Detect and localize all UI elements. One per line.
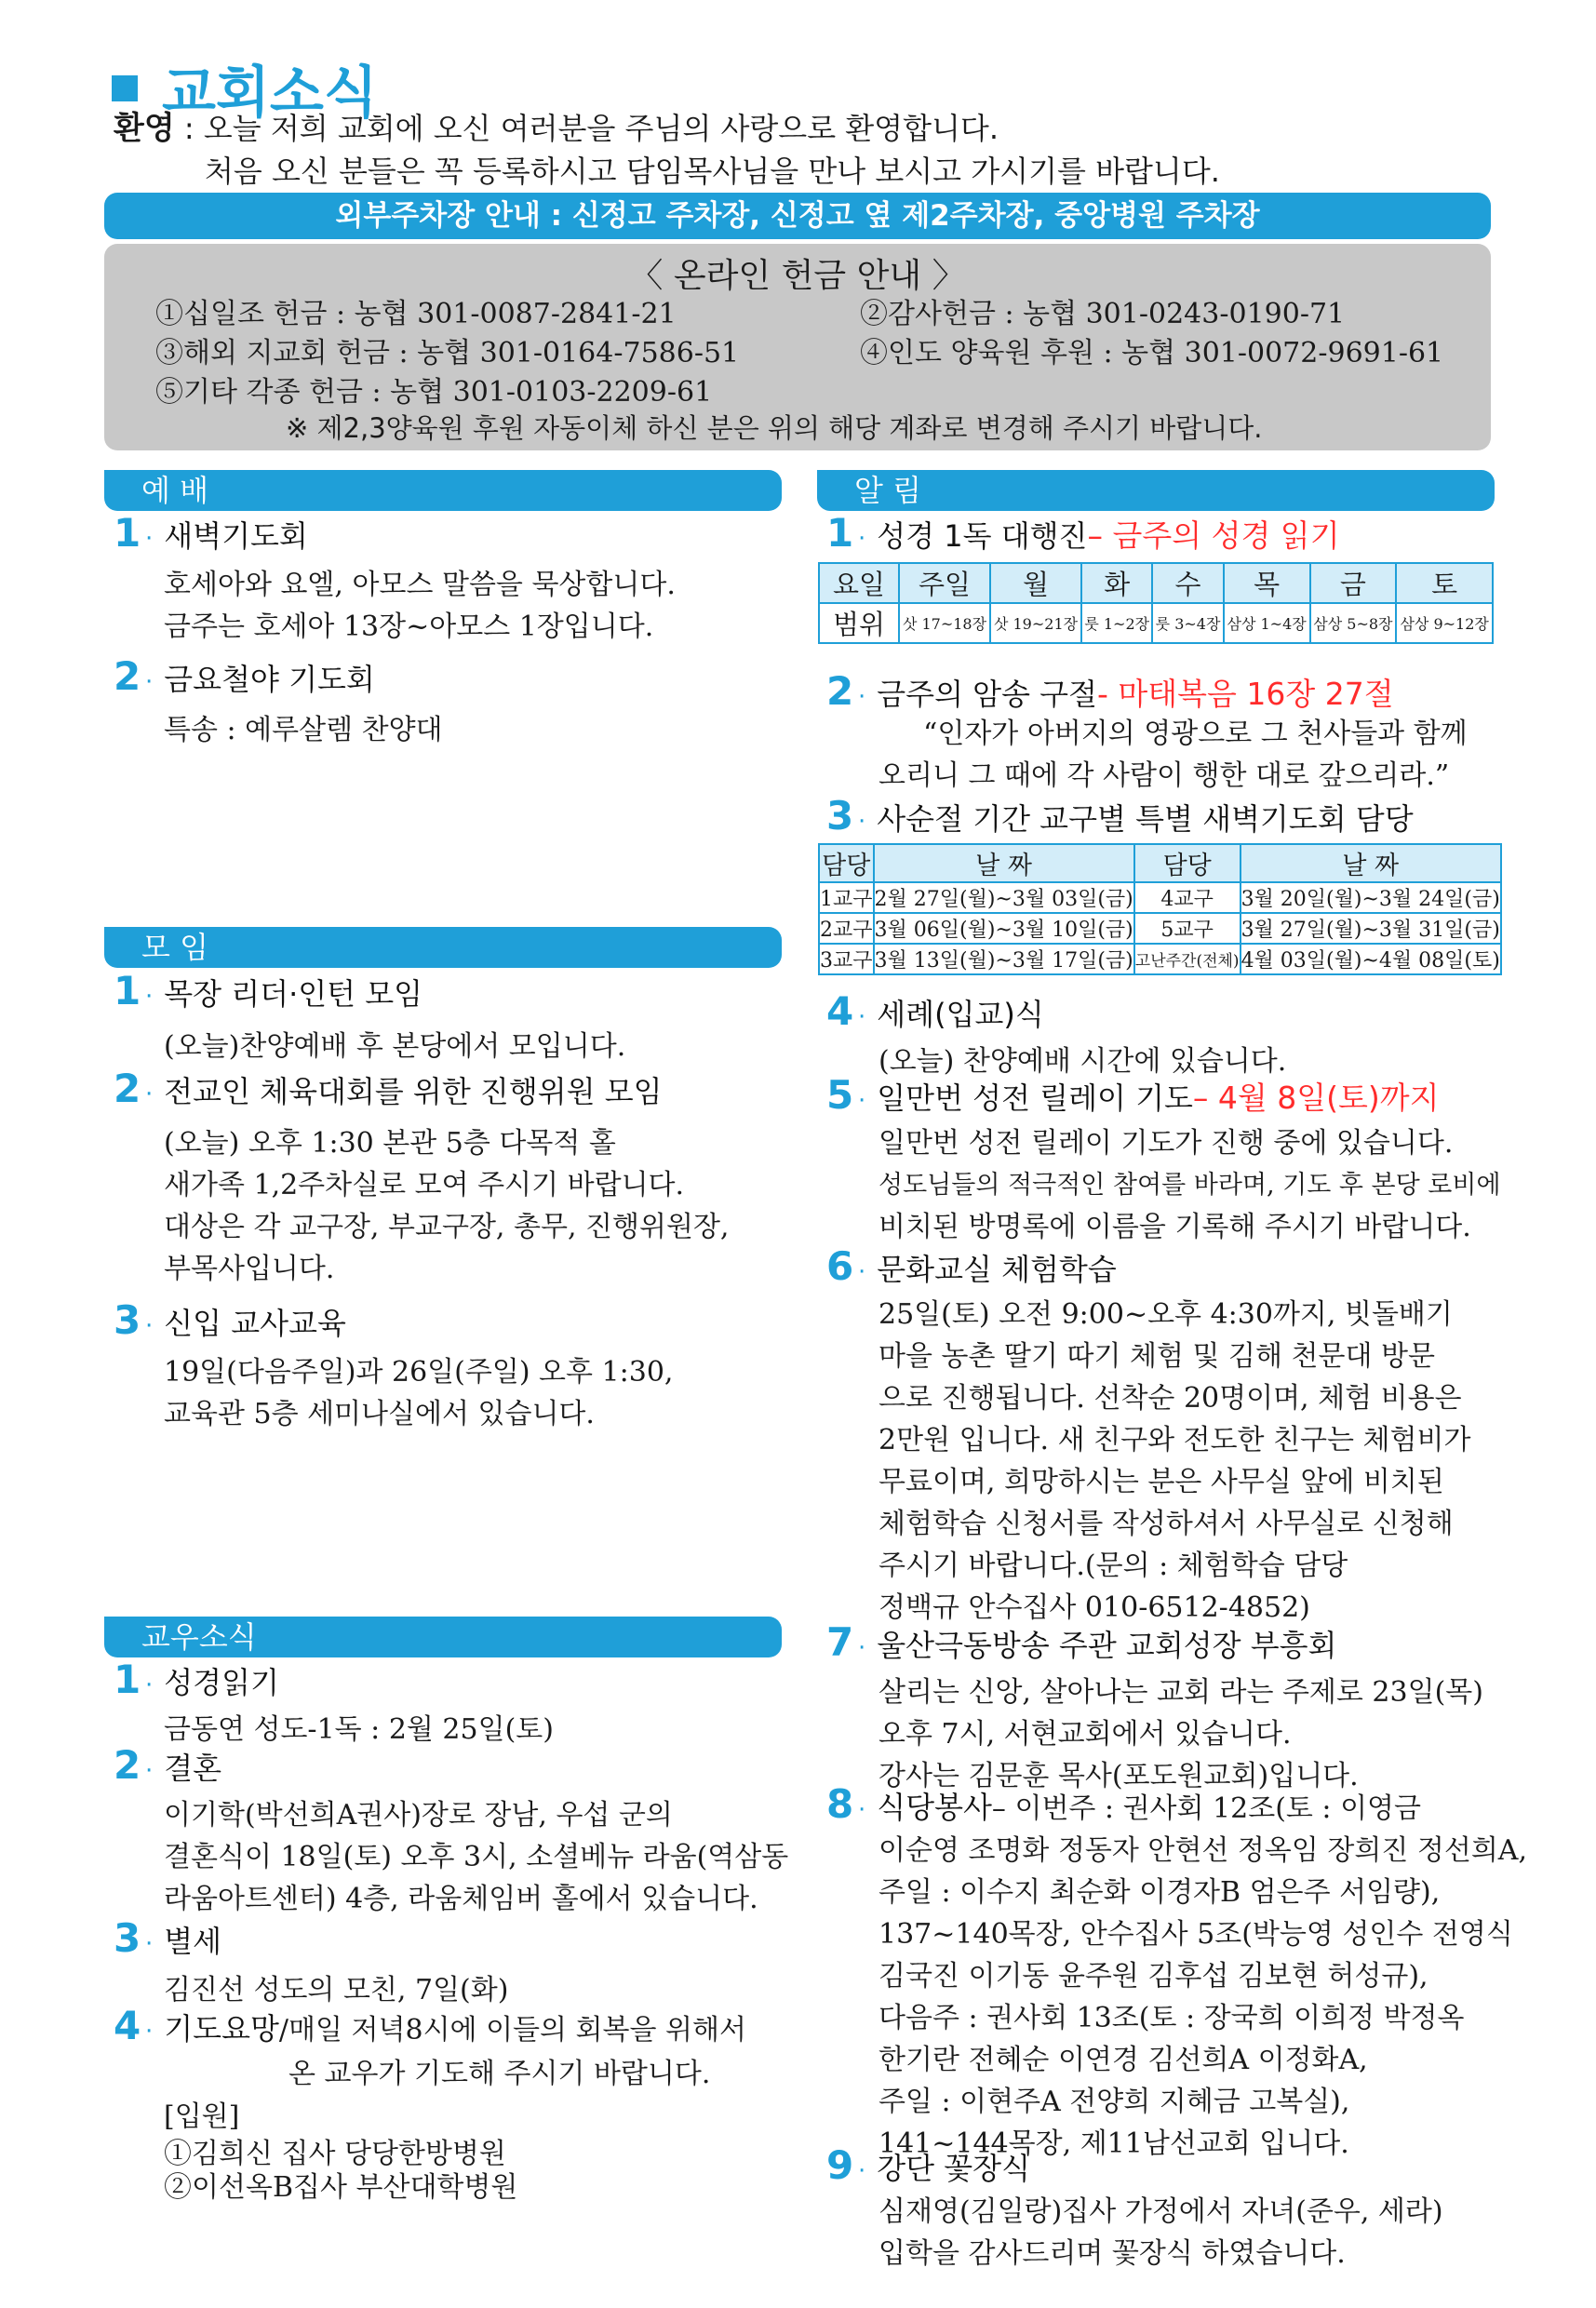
online-offering-note: ※ 제2,3양육원 후원 자동이체 하신 분은 위의 해당 계좌로 변경해 주시기 바랍니다. bbox=[286, 412, 1263, 444]
table-row: 범위 삿 17~18장 삿 19~21장 룻 1~2장 룻 3~4장 삼상 1~4장 삼상 5~8장 삼상 9~12장 bbox=[819, 603, 1493, 643]
item-body: (오늘) 오후 1:30 본관 5층 다목적 홀 새가족 1,2주차실로 모여 주시기 바랍니다. 대상은 각 교구장, 부교구장, 총무, 진행위원장, 부목사입니다. bbox=[164, 1127, 730, 1285]
page-title: 교회소식 bbox=[112, 48, 378, 128]
item-body: 이기학(박선희A권사)장로 장남, 우섭 군의 결혼식이 18일(토) 오후 3시, 소셜베뉴 라움(역삼동 라움아트센터) 4층, 라움체임버 홀에서 있습니다. bbox=[164, 1799, 789, 1915]
item-body: 호세아와 요엘, 아모스 말씀을 묵상합니다. 금주는 호세아 13장~아모스 1장입니다. bbox=[164, 569, 676, 643]
dot-icon: · bbox=[858, 808, 866, 836]
item-body: 25일(토) 오전 9:00~오후 4:30까지, 빗돌배기 마을 농촌 딸기 따기 체험 및 김해 천문대 방문 으로 진행됩니다. 선착순 20명이며, 체험 비용은 2만원 입니다. 새 친구와 전도한 친구는 체험비가 무료이며, 희망하시는 분은 사무실 앞에 비치된 체험학습 신청서를 작성하셔서 사무실로 신청해 주시기 바랍니다.(문의 : 체험학습 담당 정백규 안수집사 010-6512-4852) bbox=[878, 1298, 1471, 1624]
welcome-message: 환영 : 오늘 저희 교회에 오신 여러분을 주님의 사랑으로 환영합니다. 처음 오신 분들은 꼭 등록하시고 담임목사님을 만나 보시고 가시기를 바랍니다. bbox=[114, 110, 1220, 189]
list-item: 2 · 금주의 암송 구절 - 마태복음 16장 27절 bbox=[826, 668, 1394, 714]
item-body: 살리는 신앙, 살아나는 교회 라는 주제로 23일(목) 오후 7시, 서현교회에서 있습니다. 강사는 김문훈 목사(포도원교회)입니다. bbox=[878, 1676, 1483, 1792]
dot-icon: · bbox=[858, 525, 866, 553]
section-header-notice: 알 림 bbox=[817, 470, 1495, 511]
list-item: 3 · 신입 교사교육 bbox=[114, 1297, 346, 1343]
list-item: 1 · 성경읽기 bbox=[114, 1657, 279, 1702]
table-row: 2교구 3월 06일(월)~3월 10일(금) 5교구 3월 27일(월)~3월 31일(금) bbox=[819, 913, 1501, 944]
item-body: 이순영 조명화 정동자 안현선 정옥임 장희진 정선희A, 주일 : 이수지 최순화 이경자B 엄은주 서임량), 137~140목장, 안수집사 5조(박능영 성인수 전영식 김국진 이기동 윤주원 김후섭 김보현 허성규), 다음주 : 권사회 13조(토 : 장국희 이희정 박정옥 한기란 전혜순 이연경 김선희A 이정화A, 주일 : 이현주A 전양희 지혜금 고복실), 141~144목장, 제11남선교회 입니다. bbox=[878, 1834, 1527, 2160]
online-offering-box bbox=[104, 244, 1491, 450]
dot-icon: · bbox=[145, 1757, 154, 1785]
item-body: 김진선 성도의 모친, 7일(화) bbox=[164, 1974, 509, 2006]
online-offering-title: 〈 온라인 헌금 안내 〉 bbox=[629, 257, 966, 295]
dot-icon: · bbox=[858, 1796, 866, 1824]
dot-icon: · bbox=[858, 683, 866, 711]
dot-icon: · bbox=[145, 983, 154, 1011]
dot-icon: · bbox=[858, 1003, 866, 1031]
list-item: 1 · 목장 리더·인턴 모임 bbox=[114, 968, 423, 1013]
account-line: ①십일조 헌금 : 농협 301-0087-2841-21 bbox=[155, 298, 677, 330]
dot-icon: · bbox=[858, 2157, 866, 2185]
list-item: 1 · 성경 1독 대행진 – 금주의 성경 읽기 bbox=[826, 510, 1340, 556]
account-line: ④인도 양육원 후원 : 농협 301-0072-9691-61 bbox=[860, 337, 1444, 369]
table-row: 요일 주일 월 화 수 목 금 토 bbox=[819, 563, 1493, 603]
list-item: 4 · 기도요망 /매일 저녁8시에 이들의 회복을 위해서 bbox=[114, 2003, 746, 2048]
item-body: 금동연 성도-1독 : 2월 25일(토) bbox=[164, 1713, 554, 1746]
item-body: 일만번 성전 릴레이 기도가 진행 중에 있습니다. 성도님들의 적극적인 참여를 바라며, 기도 후 본당 로비에 비치된 방명록에 이름을 기록해 주시기 바랍니다. bbox=[878, 1127, 1501, 1243]
account-line: ⑤기타 각종 헌금 : 농협 301-0103-2209-61 bbox=[155, 376, 713, 409]
dot-icon: · bbox=[145, 1671, 154, 1699]
section-header-members: 교우소식 bbox=[104, 1617, 782, 1657]
dot-icon: · bbox=[145, 1930, 154, 1958]
item-body: “인자가 아버지의 영광으로 그 천사들과 함께 오리니 그 때에 각 사람이 행한 대로 갚으리라.” bbox=[878, 718, 1468, 792]
admitted-list: [입원] ①김희신 집사 당당한방병원 ②이선옥B집사 부산대학병원 bbox=[164, 2100, 518, 2204]
dot-icon: · bbox=[858, 1087, 866, 1115]
list-item: 5 · 일만번 성전 릴레이 기도 – 4월 8일(토)까지 bbox=[826, 1072, 1440, 1118]
list-item: 3 · 사순절 기간 교구별 특별 새벽기도회 담당 bbox=[826, 793, 1414, 839]
table-row: 1교구 2월 27일(월)~3월 03일(금) 4교구 3월 20일(월)~3월 24일(금) bbox=[819, 882, 1501, 913]
account-line: ②감사헌금 : 농협 301-0243-0190-71 bbox=[860, 298, 1346, 330]
section-header-meeting: 모 임 bbox=[104, 927, 782, 968]
dot-icon: · bbox=[145, 1312, 154, 1340]
list-item: 4 · 세례(입교)식 bbox=[826, 988, 1044, 1034]
item-body: (오늘)찬양예배 후 본당에서 모입니다. bbox=[164, 1030, 626, 1063]
square-bullet-icon bbox=[112, 75, 138, 101]
list-item: 2 · 전교인 체육대회를 위한 진행위원 모임 bbox=[114, 1066, 663, 1111]
list-item: 3 · 별세 bbox=[114, 1915, 222, 1961]
list-item: 9 · 강단 꽃장식 bbox=[826, 2142, 1030, 2188]
item-body: 온 교우가 기도해 주시기 바랍니다. bbox=[288, 2058, 711, 2090]
section-header-worship: 예 배 bbox=[104, 470, 782, 511]
item-body: 특송 : 예루살렘 찬양대 bbox=[164, 714, 443, 746]
bible-reading-table bbox=[818, 562, 1494, 644]
lent-dawn-prayer-table bbox=[818, 843, 1502, 975]
list-item: 1 · 새벽기도회 bbox=[114, 510, 308, 556]
list-item: 8 · 식당봉사 – 이번주 : 권사회 12조(토 : 이영금 bbox=[826, 1781, 1422, 1827]
parking-banner: 외부주차장 안내 : 신정고 주차장, 신정고 옆 제2주차장, 중앙병원 주차장 bbox=[104, 193, 1491, 239]
table-row: 3교구 3월 13일(월)~3월 17일(금) 고난주간(전체) 4월 03일(월)~4월 08일(토) bbox=[819, 944, 1501, 974]
list-item: 2 · 결혼 bbox=[114, 1742, 222, 1788]
list-item: 6 · 문화교실 체험학습 bbox=[826, 1243, 1117, 1289]
dot-icon: · bbox=[145, 1080, 154, 1108]
item-body: (오늘) 찬양예배 시간에 있습니다. bbox=[878, 1045, 1287, 1078]
dot-icon: · bbox=[145, 525, 154, 553]
item-body: 심재영(김일랑)집사 가정에서 자녀(준우, 세라) 입학을 감사드리며 꽃장식 하였습니다. bbox=[878, 2195, 1443, 2270]
list-item: 2 · 금요철야 기도회 bbox=[114, 653, 375, 699]
dot-icon: · bbox=[858, 1634, 866, 1662]
item-body: 19일(다음주일)과 26일(주일) 오후 1:30, 교육관 5층 세미나실에서 있습니다. bbox=[164, 1356, 674, 1430]
list-item: 7 · 울산극동방송 주관 교회성장 부흥회 bbox=[826, 1619, 1337, 1665]
dot-icon: · bbox=[858, 1258, 866, 1286]
dot-icon: · bbox=[145, 2018, 154, 2046]
dot-icon: · bbox=[145, 668, 154, 696]
account-line: ③해외 지교회 헌금 : 농협 301-0164-7586-51 bbox=[155, 337, 740, 369]
table-row: 담당 날 짜 담당 날 짜 bbox=[819, 844, 1501, 882]
